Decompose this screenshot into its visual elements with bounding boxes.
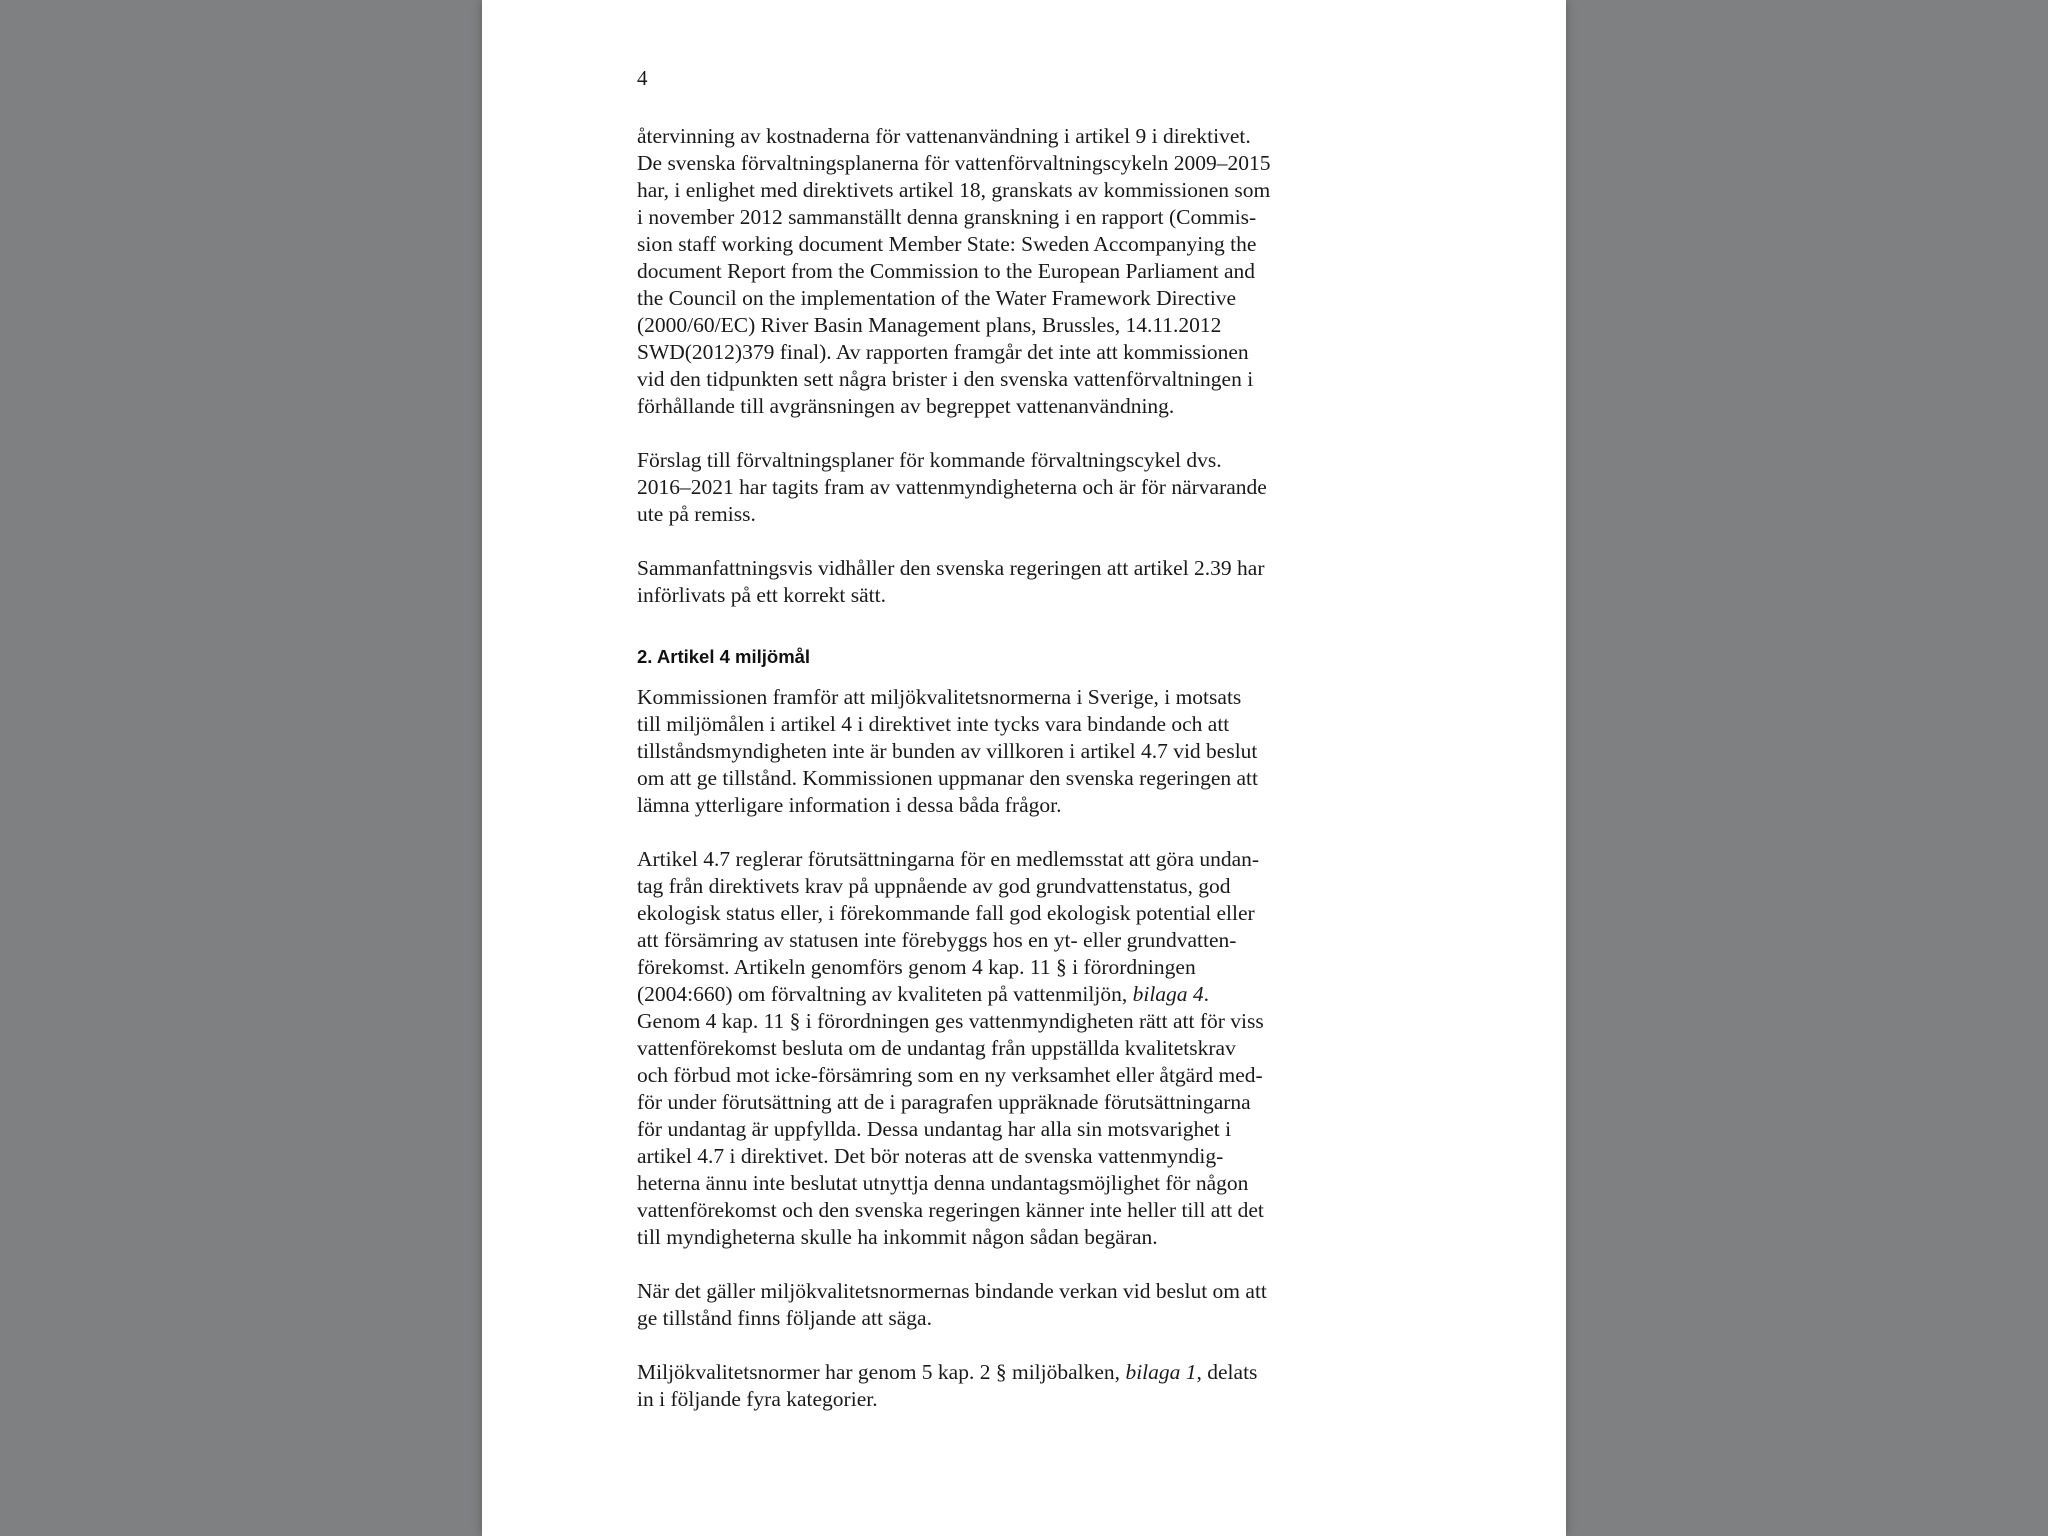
text-line: De svenska förvaltningsplanerna för vattenförvaltningscykeln 2009–2015: [637, 151, 1271, 175]
text-line: till miljömålen i artikel 4 i direktivet inte tycks vara bindande och att: [637, 712, 1230, 736]
text-line: (2000/60/EC) River Basin Management plans, Brussles, 14.11.2012: [637, 313, 1222, 337]
text-line: för under förutsättning att de i paragrafen uppräknade förutsättningarna: [637, 1090, 1251, 1114]
text-segment: Miljökvalitetsnormer har genom 5 kap. 2 § miljöbalken,: [637, 1360, 1126, 1384]
text-line: heterna ännu inte beslutat utnyttja denna undantagsmöjlighet för någon: [637, 1171, 1249, 1195]
text-line: i november 2012 sammanställt denna granskning i en rapport (Commis-: [637, 205, 1257, 229]
text-line: artikel 4.7 i direktivet. Det bör noteras att de svenska vattenmyndig-: [637, 1144, 1224, 1168]
text-line: the Council on the implementation of the Water Framework Directive: [637, 286, 1237, 310]
paragraph-cost-recovery: [637, 123, 1337, 420]
text-segment: .: [1203, 982, 1210, 1006]
text-line: och förbud mot icke-försämring som en ny verksamhet eller åtgärd med-: [637, 1063, 1263, 1087]
italic-reference: bilaga 1: [1125, 1360, 1197, 1384]
text-line: sion staff working document Member State: Sweden Accompanying the: [637, 232, 1257, 256]
text-line: tag från direktivets krav på uppnående av god grundvattenstatus, god: [637, 874, 1231, 898]
text-line: SWD(2012)379 final). Av rapporten framgår det inte att kommissionen: [637, 340, 1249, 364]
text-segment: (2004:660) om förvaltning av kvaliteten på vattenmiljön,: [637, 982, 1133, 1006]
text-line: ge tillstånd finns följande att säga.: [637, 1306, 932, 1330]
text-line: vid den tidpunkten sett några brister i den svenska vattenförvaltningen i: [637, 367, 1254, 391]
text-line: till myndigheterna skulle ha inkommit någon sådan begäran.: [637, 1225, 1158, 1249]
text-line: in i följande fyra kategorier.: [637, 1387, 878, 1411]
italic-reference: bilaga 4: [1132, 982, 1204, 1006]
text-line: har, i enlighet med direktivets artikel 18, granskats av kommissionen som: [637, 178, 1271, 202]
paragraph-categories: [637, 1359, 1337, 1413]
text-line: tillståndsmyndigheten inte är bunden av villkoren i artikel 4.7 vid beslut: [637, 739, 1258, 763]
paragraph-article-4-7: [637, 846, 1337, 1251]
paragraph-proposals: [637, 447, 1337, 528]
text-line: om att ge tillstånd. Kommissionen uppmanar den svenska regeringen att: [637, 766, 1258, 790]
text-segment: , delats: [1196, 1360, 1258, 1384]
text-line: ekologisk status eller, i förekommande fall god ekologisk potential eller: [637, 901, 1255, 925]
text-line: förekomst. Artikeln genomförs genom 4 kap. 11 § i förordningen: [637, 955, 1196, 979]
section-heading: 2. Artikel 4 miljömål: [637, 646, 811, 667]
text-line: Genom 4 kap. 11 § i förordningen ges vattenmyndigheten rätt att för viss: [637, 1009, 1264, 1033]
paragraph-binding-effect: [637, 1278, 1337, 1332]
text-line: Kommissionen framför att miljökvalitetsnormerna i Sverige, i motsats: [637, 685, 1242, 709]
text-line: införlivats på ett korrekt sätt.: [637, 583, 886, 607]
text-line: för undantag är uppfyllda. Dessa undantag har alla sin motsvarighet i: [637, 1117, 1232, 1141]
text-line: När det gäller miljökvalitetsnormernas bindande verkan vid beslut om att: [637, 1279, 1267, 1303]
page-number: 4: [637, 66, 648, 90]
text-line: lämna ytterligare information i dessa båda frågor.: [637, 793, 1062, 817]
text-line: [637, 981, 1337, 1008]
text-line: vattenförekomst och den svenska regeringen känner inte heller till att det: [637, 1198, 1264, 1222]
paragraph-commission-view: [637, 684, 1337, 819]
text-line: 2016–2021 har tagits fram av vattenmyndigheterna och är för närvarande: [637, 475, 1267, 499]
text-line: vattenförekomst besluta om de undantag från uppställda kvalitetskrav: [637, 1036, 1236, 1060]
paragraph-summary: [637, 555, 1337, 609]
text-line: document Report from the Commission to the European Parliament and: [637, 259, 1255, 283]
text-line: att försämring av statusen inte förebyggs hos en yt- eller grundvatten-: [637, 928, 1237, 952]
text-line: förhållande till avgränsningen av begreppet vattenanvändning.: [637, 394, 1175, 418]
text-line: återvinning av kostnaderna för vattenanvändning i artikel 9 i direktivet.: [637, 124, 1251, 148]
document-page: [482, 0, 1566, 1536]
text-line: Sammanfattningsvis vidhåller den svenska regeringen att artikel 2.39 har: [637, 556, 1265, 580]
text-line: ute på remiss.: [637, 502, 756, 526]
text-line: [637, 1359, 1337, 1386]
text-line: Artikel 4.7 reglerar förutsättningarna för en medlemsstat att göra undan-: [637, 847, 1260, 871]
text-line: Förslag till förvaltningsplaner för kommande förvaltningscykel dvs.: [637, 448, 1222, 472]
